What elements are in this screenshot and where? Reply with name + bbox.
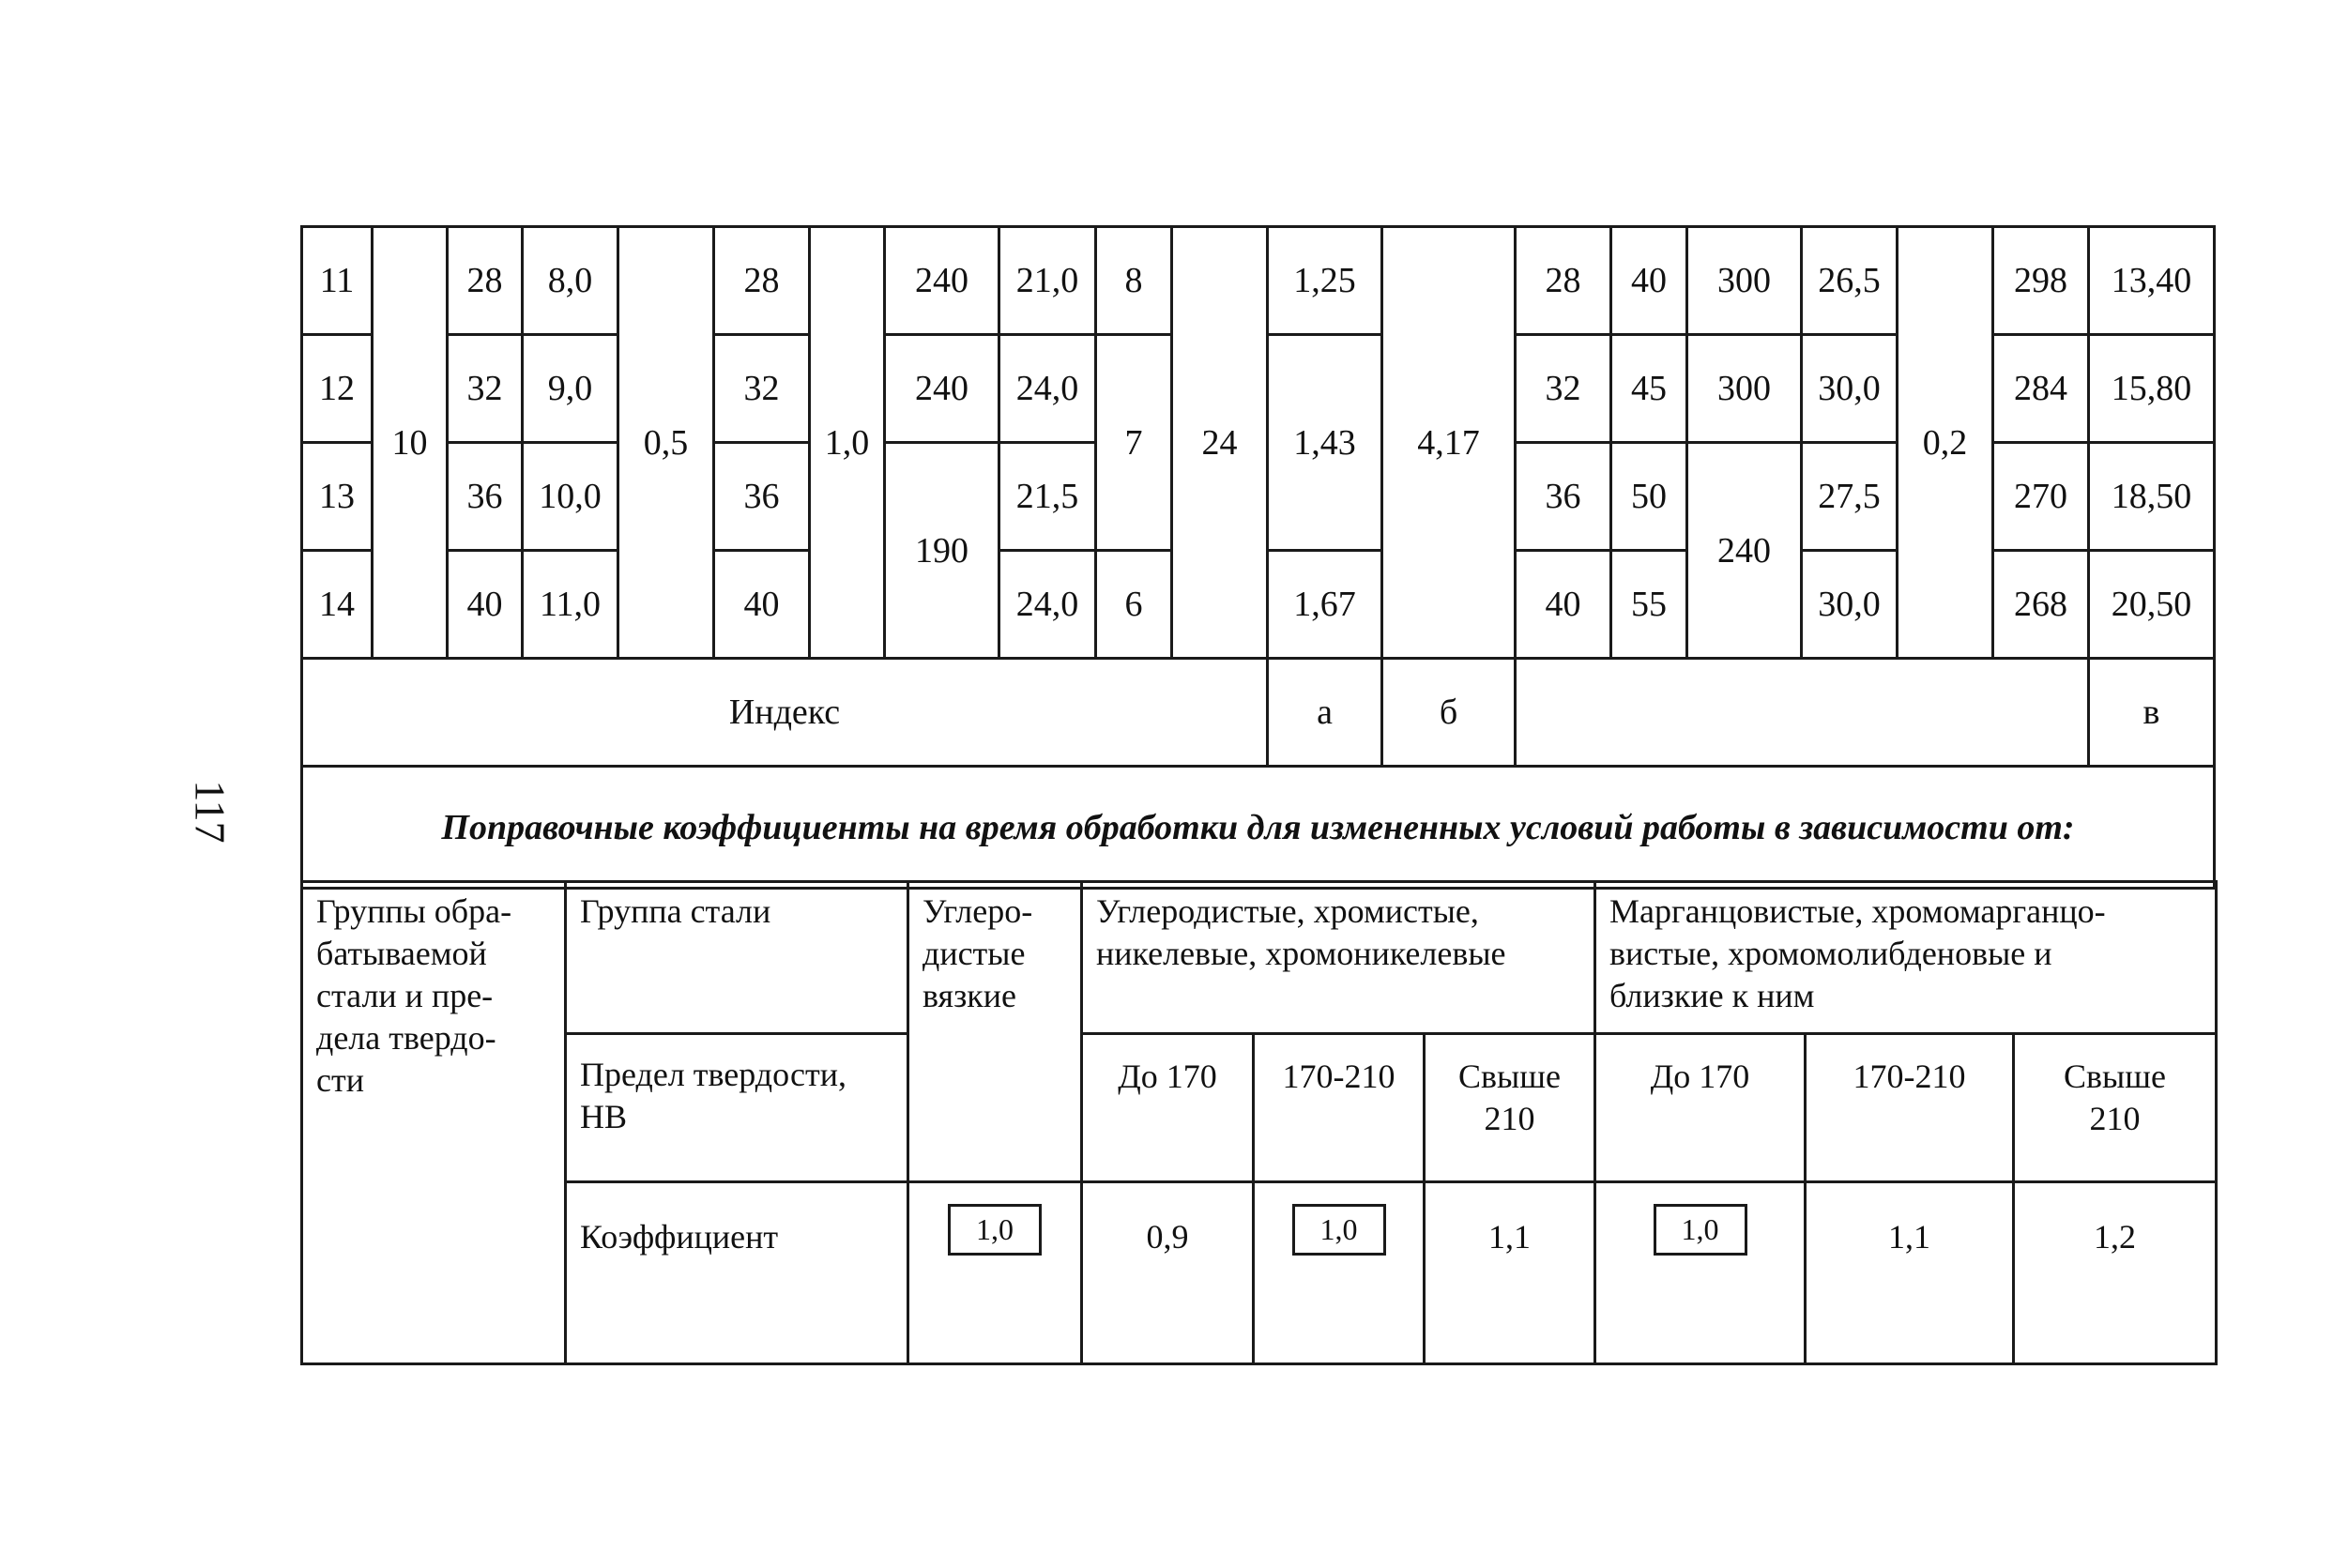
page-number: 117 [186,780,235,844]
cell: 240 [1687,443,1802,659]
cell: 24 [1172,227,1268,659]
boxed-coefficient: 1,0 [1654,1204,1747,1256]
cell: 36 [714,443,810,551]
index-empty [1516,659,2089,767]
cell: 28 [1516,227,1611,335]
index-c: в [2089,659,2215,767]
coefficient-label: Коэффициент [566,1182,908,1364]
cell: 13 [302,443,373,551]
steel-group-2-header: Марганцовистые, хромомарганцо- вистые, хромомолибденовые и близкие к ним [1595,882,2217,1034]
cell: 190 [885,443,999,659]
cell: 7 [1096,335,1172,551]
table-row [302,1182,2217,1364]
cell: 1,43 [1268,335,1382,551]
cell: 45 [1611,335,1687,443]
cell: 55 [1611,551,1687,659]
cell: 268 [1993,551,2089,659]
index-row [302,659,2215,767]
coefficient-cell: 1,2 [2014,1182,2217,1364]
coefficient-cell [908,1182,1082,1364]
cell: 4,17 [1382,227,1516,659]
index-b: б [1382,659,1516,767]
cell: 11 [302,227,373,335]
cell: 20,50 [2089,551,2215,659]
index-a: а [1268,659,1382,767]
cell: 1,67 [1268,551,1382,659]
hardness-cell: Свыше 210 [2014,1034,2217,1182]
carbon-viscous-header: Углеро- дистые вязкие [908,882,1082,1182]
cell: 6 [1096,551,1172,659]
boxed-coefficient: 1,0 [1292,1204,1386,1256]
cell: 14 [302,551,373,659]
hardness-cell: 170-210 [1254,1034,1425,1182]
hardness-cell: До 170 [1082,1034,1254,1182]
cell: 18,50 [2089,443,2215,551]
cell: 24,0 [999,335,1096,443]
cell: 1,0 [810,227,885,659]
cell: 32 [1516,335,1611,443]
hardness-cell: Свыше 210 [1425,1034,1595,1182]
boxed-coefficient: 1,0 [948,1204,1042,1256]
cell: 40 [714,551,810,659]
cell: 10,0 [523,443,618,551]
coefficient-cell [1595,1182,1806,1364]
cell: 36 [448,443,523,551]
coefficient-cell: 1,1 [1425,1182,1595,1364]
cell: 298 [1993,227,2089,335]
cell: 28 [714,227,810,335]
cell: 40 [448,551,523,659]
cell: 27,5 [1802,443,1898,551]
coefficient-cell: 0,9 [1082,1182,1254,1364]
cell: 40 [1611,227,1687,335]
cell: 12 [302,335,373,443]
coefficient-cell [1254,1182,1425,1364]
correction-coefficients-table [300,880,2218,1365]
cell: 240 [885,227,999,335]
cell: 36 [1516,443,1611,551]
cell: 30,0 [1802,551,1898,659]
table-row [302,227,2215,335]
cell: 40 [1516,551,1611,659]
cell: 28 [448,227,523,335]
table-row [302,1034,2217,1182]
hardness-cell: До 170 [1595,1034,1806,1182]
cell: 13,40 [2089,227,2215,335]
cell: 21,5 [999,443,1096,551]
cell: 8 [1096,227,1172,335]
hardness-cell: 170-210 [1806,1034,2014,1182]
cell: 24,0 [999,551,1096,659]
cell: 11,0 [523,551,618,659]
cell: 9,0 [523,335,618,443]
cell: 1,25 [1268,227,1382,335]
cell: 32 [448,335,523,443]
hardness-label: Предел твердости, НВ [566,1034,908,1182]
cell: 26,5 [1802,227,1898,335]
cell: 32 [714,335,810,443]
cell: 300 [1687,227,1802,335]
cell: 0,5 [618,227,714,659]
cell: 15,80 [2089,335,2215,443]
index-label: Индекс [302,659,1268,767]
cell: 240 [885,335,999,443]
cell: 300 [1687,335,1802,443]
table-row [302,882,2217,1034]
cell: 0,2 [1898,227,1993,659]
cell: 10 [373,227,448,659]
section-title: Поправочные коэффициенты на время обработки для измененных условий работы в зависимости от: [302,767,2215,889]
cell: 30,0 [1802,335,1898,443]
cell: 50 [1611,443,1687,551]
cell: 8,0 [523,227,618,335]
steel-group-label: Группа стали [566,882,908,1034]
cell: 284 [1993,335,2089,443]
cutting-data-table [300,225,2216,890]
groups-label: Группы обра- батываемой стали и пре- дела твердо- сти [302,882,566,1364]
coefficient-cell: 1,1 [1806,1182,2014,1364]
cell: 21,0 [999,227,1096,335]
cell: 270 [1993,443,2089,551]
steel-group-1-header: Углеродистые, хромистые, никелевые, хромоникелевые [1082,882,1595,1034]
title-row [302,767,2215,889]
